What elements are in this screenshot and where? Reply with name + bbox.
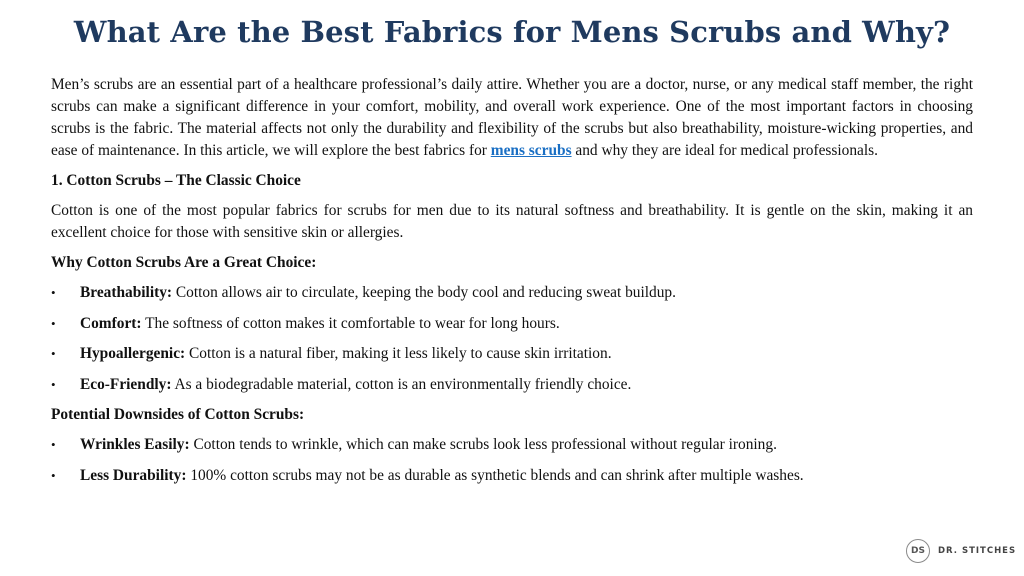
benefits-heading: Why Cotton Scrubs Are a Great Choice:: [51, 254, 317, 271]
list-item-text: Cotton is a natural fiber, making it less likely to cause skin irritation.: [185, 345, 612, 362]
logo-mark-icon: DS: [906, 539, 930, 563]
list-item: [51, 343, 973, 365]
logo-text: DR. STITCHES: [938, 546, 1017, 556]
mens-scrubs-link[interactable]: mens scrubs: [490, 142, 572, 159]
intro-text-end: and why they are ideal for medical professionals.: [571, 142, 878, 159]
list-item: [51, 313, 973, 335]
page-title: What Are the Best Fabrics for Mens Scrubs and Why?: [73, 15, 951, 49]
list-item-text: Cotton allows air to circulate, keeping the body cool and reducing sweat buildup.: [172, 284, 676, 301]
article-body: [51, 74, 973, 495]
bullet-icon: •: [51, 376, 56, 392]
cotton-paragraph: Cotton is one of the most popular fabrics for scrubs for men due to its natural softness and breathability. It is gentle on the skin, making it an excellent choice for those with sensitive skin or allergies.: [51, 202, 973, 241]
bullet-icon: •: [51, 467, 56, 483]
list-item-term: Eco-Friendly:: [80, 375, 172, 393]
list-item-term: Less Durability:: [80, 466, 187, 484]
list-item-term: Comfort:: [80, 314, 142, 332]
list-item-text: Cotton tends to wrinkle, which can make scrubs look less professional without regular ironing.: [189, 436, 777, 453]
list-item: [51, 374, 973, 396]
bullet-icon: •: [51, 315, 56, 331]
brand-logo: [906, 538, 1016, 564]
list-item-term: Wrinkles Easily:: [80, 436, 190, 453]
list-item-term: Breathability:: [80, 284, 173, 301]
list-item: [51, 282, 973, 304]
list-item-text: As a biodegradable material, cotton is an environmentally friendly choice.: [171, 375, 632, 393]
section-heading-cotton: 1. Cotton Scrubs – The Classic Choice: [51, 172, 301, 189]
list-item-text: The softness of cotton makes it comfortable to wear for long hours.: [141, 314, 560, 332]
bullet-icon: •: [51, 437, 56, 452]
list-item-text: 100% cotton scrubs may not be as durable as synthetic blends and can shrink after multiple washes.: [186, 466, 804, 484]
list-item-term: Hypoallergenic:: [80, 345, 186, 362]
bullet-icon: •: [51, 285, 56, 300]
list-item: [51, 434, 973, 456]
list-item: [51, 465, 973, 487]
bullet-icon: •: [51, 346, 56, 361]
downsides-list: [51, 434, 973, 487]
intro-text: Men’s scrubs are an essential part of a healthcare professional’s daily attire. Whether you are a doctor, nurse, or any medical staff member, the right scrubs can make a significant difference in your comfort, mobility, and overall work experience. One of the most important factors in choosing scrubs is the fabric. The material affects not only the durability and flexibility of the scrubs but also breathability, moisture-wicking properties, and ease of maintenance. In this article, we will explore the best fabrics for: [51, 76, 973, 159]
benefits-list: [51, 282, 973, 396]
downsides-heading: Potential Downsides of Cotton Scrubs:: [51, 406, 305, 423]
intro-paragraph: [51, 74, 973, 162]
